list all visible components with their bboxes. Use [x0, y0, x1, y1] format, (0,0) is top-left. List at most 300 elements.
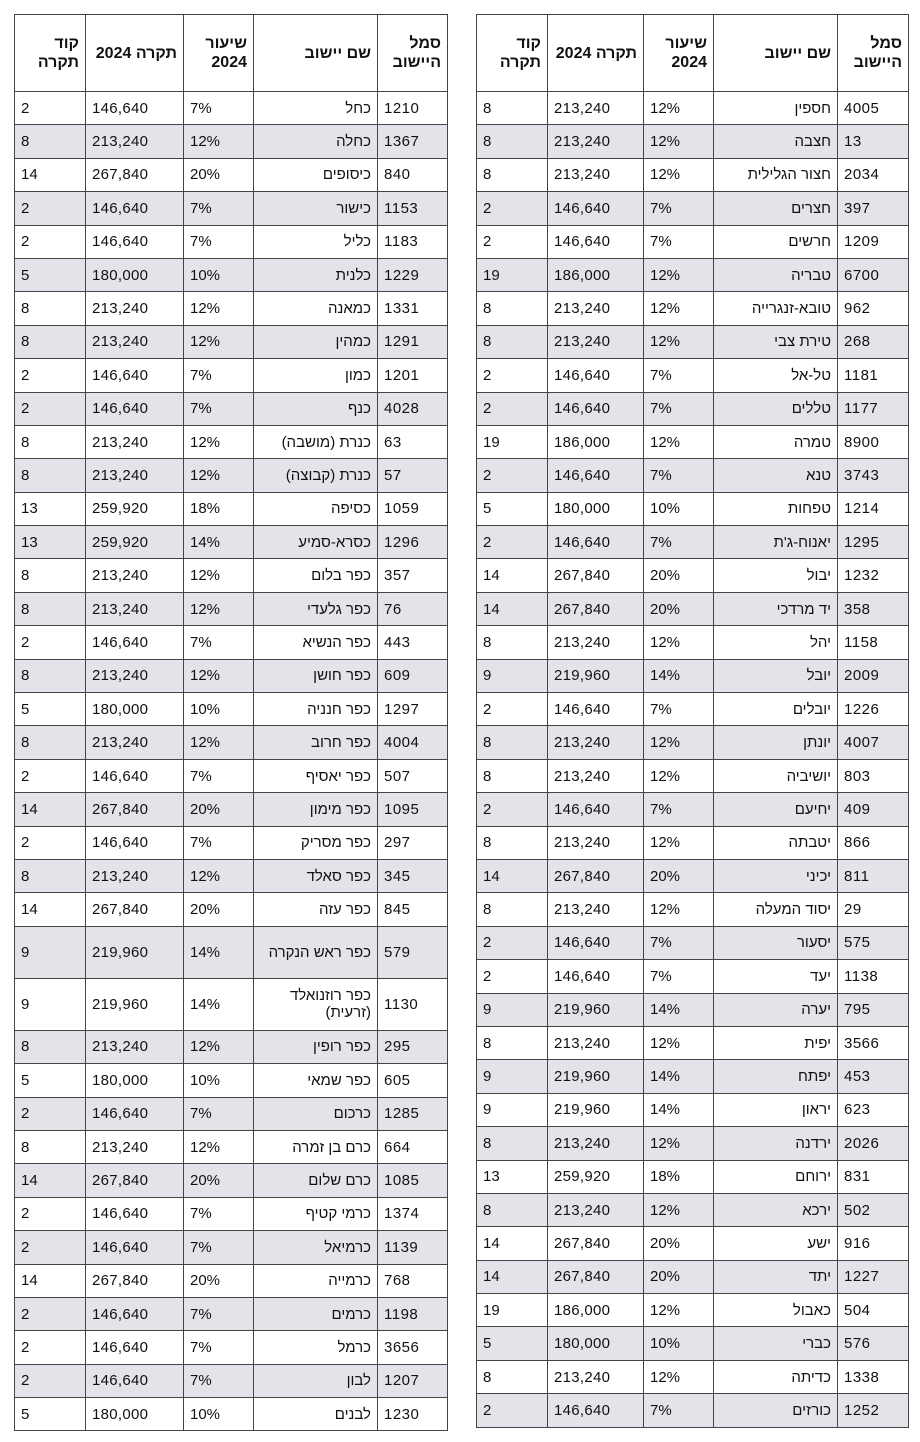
cell-symbol: 2034: [838, 158, 909, 191]
cell-rate: 7%: [184, 1197, 254, 1230]
cell-settlement-name: חרשים: [714, 225, 838, 258]
cell-cap: 146,640: [86, 826, 184, 859]
table-row: [15, 1398, 448, 1431]
cell-code: 8: [477, 92, 548, 125]
cell-rate: 12%: [644, 1360, 714, 1393]
cell-symbol: 1291: [378, 325, 448, 358]
cell-rate: 12%: [184, 659, 254, 692]
table-row: [15, 292, 448, 325]
table-header-row: [15, 15, 448, 92]
cell-rate: 7%: [644, 225, 714, 258]
table-row: [15, 325, 448, 358]
table-row: [477, 292, 909, 325]
cell-settlement-name: כפר הנשיא: [254, 626, 378, 659]
cell-settlement-name: טמרה: [714, 425, 838, 458]
cell-rate: 7%: [184, 225, 254, 258]
table-row: [15, 893, 448, 926]
cell-cap: 146,640: [86, 1297, 184, 1330]
cell-rate: 7%: [184, 1097, 254, 1130]
cell-settlement-name: כישור: [254, 192, 378, 225]
cell-settlement-name: ירדנה: [714, 1127, 838, 1160]
cell-cap: 213,240: [548, 158, 644, 191]
cell-symbol: 1158: [838, 626, 909, 659]
table-row: [15, 359, 448, 392]
cell-cap: 146,640: [548, 526, 644, 559]
table-row: [15, 1164, 448, 1197]
settlements-table-left: [14, 14, 448, 1431]
table-row: [15, 626, 448, 659]
cell-cap: 146,640: [548, 793, 644, 826]
cell-cap: 146,640: [86, 92, 184, 125]
cell-rate: 7%: [644, 793, 714, 826]
cell-code: 13: [477, 1160, 548, 1193]
cell-symbol: 4007: [838, 726, 909, 759]
cell-settlement-name: כנף: [254, 392, 378, 425]
cell-cap: 146,640: [86, 759, 184, 792]
table-row: [15, 125, 448, 158]
cell-rate: 12%: [644, 425, 714, 458]
cell-symbol: 1297: [378, 693, 448, 726]
cell-code: 2: [15, 192, 86, 225]
table-row: [477, 559, 909, 592]
table-row: [477, 826, 909, 859]
table-row: [477, 1394, 909, 1427]
cell-settlement-name: כסיפה: [254, 492, 378, 525]
cell-symbol: 605: [378, 1064, 448, 1097]
cell-code: 8: [477, 893, 548, 926]
table-row: [15, 492, 448, 525]
cell-symbol: 1183: [378, 225, 448, 258]
table-row: [15, 1030, 448, 1063]
cell-cap: 146,640: [86, 1231, 184, 1264]
cell-cap: 213,240: [548, 1026, 644, 1059]
cell-code: 9: [15, 978, 86, 1030]
cell-cap: 146,640: [548, 392, 644, 425]
table-row: [15, 1130, 448, 1163]
cell-symbol: 1295: [838, 526, 909, 559]
cell-rate: 7%: [184, 359, 254, 392]
cell-settlement-name: יהל: [714, 626, 838, 659]
table-row: [15, 1064, 448, 1097]
cell-code: 8: [15, 125, 86, 158]
cell-settlement-name: כיסופים: [254, 158, 378, 191]
cell-cap: 146,640: [548, 192, 644, 225]
cell-code: 2: [477, 526, 548, 559]
cell-settlement-name: יסעור: [714, 926, 838, 959]
cell-settlement-name: כסרא-סמיע: [254, 526, 378, 559]
cell-settlement-name: יערה: [714, 993, 838, 1026]
cell-settlement-name: ישע: [714, 1227, 838, 1260]
cell-cap: 259,920: [86, 492, 184, 525]
cell-cap: 180,000: [86, 1398, 184, 1431]
cell-rate: 10%: [644, 1327, 714, 1360]
cell-symbol: 502: [838, 1193, 909, 1226]
cell-rate: 7%: [184, 192, 254, 225]
cell-cap: 213,240: [548, 1127, 644, 1160]
cell-code: 2: [15, 626, 86, 659]
table-row: [15, 1097, 448, 1130]
cell-rate: 14%: [184, 926, 254, 978]
cell-settlement-name: כפר רוזנואלד (זרעית): [254, 978, 378, 1030]
cell-settlement-name: כרם בן זמרה: [254, 1130, 378, 1163]
cell-settlement-name: טפחות: [714, 492, 838, 525]
table-row: [15, 1331, 448, 1364]
cell-rate: 12%: [644, 759, 714, 792]
cell-symbol: 609: [378, 659, 448, 692]
cell-symbol: 3566: [838, 1026, 909, 1059]
table-row: [15, 859, 448, 892]
cell-settlement-name: כאבול: [714, 1294, 838, 1327]
cell-symbol: 795: [838, 993, 909, 1026]
cell-rate: 12%: [184, 1030, 254, 1063]
cell-cap: 267,840: [548, 1227, 644, 1260]
cell-code: 8: [15, 325, 86, 358]
cell-rate: 7%: [184, 1297, 254, 1330]
cell-settlement-name: כפר גלעדי: [254, 592, 378, 625]
cell-rate: 7%: [644, 1394, 714, 1427]
cell-rate: 12%: [184, 559, 254, 592]
header-rate: שיעור 2024: [184, 15, 254, 92]
cell-cap: 213,240: [548, 92, 644, 125]
cell-code: 19: [477, 425, 548, 458]
cell-rate: 10%: [184, 693, 254, 726]
cell-code: 14: [477, 559, 548, 592]
cell-settlement-name: כרמיאל: [254, 1231, 378, 1264]
cell-cap: 259,920: [86, 526, 184, 559]
cell-settlement-name: כרמים: [254, 1297, 378, 1330]
table-row: [477, 192, 909, 225]
cell-cap: 146,640: [548, 1394, 644, 1427]
cell-rate: 12%: [644, 258, 714, 291]
table-row: [477, 125, 909, 158]
cell-cap: 213,240: [548, 726, 644, 759]
cell-symbol: 1059: [378, 492, 448, 525]
cell-cap: 213,240: [548, 292, 644, 325]
cell-cap: 180,000: [548, 492, 644, 525]
cell-symbol: 1181: [838, 359, 909, 392]
cell-cap: 213,240: [548, 626, 644, 659]
cell-settlement-name: יעד: [714, 960, 838, 993]
table-row: [477, 859, 909, 892]
cell-rate: 10%: [184, 1398, 254, 1431]
cell-symbol: 297: [378, 826, 448, 859]
cell-settlement-name: כרמי קטיף: [254, 1197, 378, 1230]
cell-settlement-name: יסוד המעלה: [714, 893, 838, 926]
table-row: [477, 325, 909, 358]
table-row: [477, 359, 909, 392]
cell-cap: 213,240: [548, 759, 644, 792]
table-row: [15, 1231, 448, 1264]
cell-settlement-name: כמהין: [254, 325, 378, 358]
table-row: [477, 759, 909, 792]
table-row: [15, 926, 448, 978]
cell-settlement-name: כרכום: [254, 1097, 378, 1130]
cell-code: 14: [15, 1264, 86, 1297]
cell-code: 8: [477, 726, 548, 759]
cell-symbol: 866: [838, 826, 909, 859]
cell-rate: 20%: [644, 859, 714, 892]
cell-settlement-name: כחלה: [254, 125, 378, 158]
cell-symbol: 768: [378, 1264, 448, 1297]
table-row: [477, 459, 909, 492]
cell-settlement-name: ירוחם: [714, 1160, 838, 1193]
cell-code: 2: [477, 960, 548, 993]
cell-code: 14: [15, 158, 86, 191]
cell-cap: 186,000: [548, 258, 644, 291]
cell-rate: 7%: [184, 392, 254, 425]
table-row: [15, 693, 448, 726]
cell-settlement-name: כפר בלום: [254, 559, 378, 592]
cell-rate: 12%: [184, 425, 254, 458]
cell-settlement-name: כנרת (קבוצה): [254, 459, 378, 492]
cell-symbol: 575: [838, 926, 909, 959]
cell-symbol: 623: [838, 1093, 909, 1126]
cell-cap: 213,240: [86, 125, 184, 158]
cell-symbol: 1285: [378, 1097, 448, 1130]
cell-cap: 213,240: [548, 1193, 644, 1226]
table-row: [477, 1294, 909, 1327]
cell-code: 19: [477, 258, 548, 291]
cell-code: 2: [15, 1331, 86, 1364]
table-row: [15, 793, 448, 826]
cell-settlement-name: יובלים: [714, 693, 838, 726]
cell-cap: 146,640: [86, 1097, 184, 1130]
cell-symbol: 1226: [838, 693, 909, 726]
cell-settlement-name: כדיתה: [714, 1360, 838, 1393]
cell-cap: 146,640: [86, 225, 184, 258]
table-row: [477, 1160, 909, 1193]
cell-settlement-name: כברי: [714, 1327, 838, 1360]
cell-settlement-name: חצבה: [714, 125, 838, 158]
cell-settlement-name: כרמל: [254, 1331, 378, 1364]
cell-settlement-name: חצרים: [714, 192, 838, 225]
cell-cap: 267,840: [548, 859, 644, 892]
cell-code: 8: [477, 125, 548, 158]
cell-rate: 12%: [644, 92, 714, 125]
cell-settlement-name: כרמייה: [254, 1264, 378, 1297]
cell-cap: 213,240: [548, 125, 644, 158]
cell-symbol: 1296: [378, 526, 448, 559]
table-row: [477, 793, 909, 826]
cell-code: 8: [15, 459, 86, 492]
cell-settlement-name: טנא: [714, 459, 838, 492]
cell-rate: 7%: [184, 1364, 254, 1397]
cell-settlement-name: כלנית: [254, 258, 378, 291]
cell-cap: 219,960: [548, 993, 644, 1026]
cell-settlement-name: יפתח: [714, 1060, 838, 1093]
cell-code: 2: [477, 1394, 548, 1427]
cell-code: 8: [477, 1127, 548, 1160]
cell-cap: 146,640: [86, 359, 184, 392]
cell-cap: 219,960: [86, 978, 184, 1030]
cell-rate: 20%: [184, 893, 254, 926]
cell-rate: 20%: [644, 592, 714, 625]
cell-symbol: 2026: [838, 1127, 909, 1160]
cell-cap: 213,240: [86, 292, 184, 325]
cell-symbol: 6700: [838, 258, 909, 291]
cell-rate: 10%: [184, 1064, 254, 1097]
cell-rate: 12%: [644, 158, 714, 191]
cell-rate: 12%: [184, 125, 254, 158]
table-row: [477, 960, 909, 993]
cell-settlement-name: טבריה: [714, 258, 838, 291]
cell-settlement-name: כרם שלום: [254, 1164, 378, 1197]
cell-cap: 146,640: [86, 1331, 184, 1364]
cell-symbol: 1198: [378, 1297, 448, 1330]
table-row: [477, 893, 909, 926]
cell-symbol: 443: [378, 626, 448, 659]
table-row: [15, 225, 448, 258]
cell-cap: 213,240: [86, 425, 184, 458]
cell-symbol: 295: [378, 1030, 448, 1063]
cell-rate: 14%: [644, 659, 714, 692]
cell-symbol: 962: [838, 292, 909, 325]
cell-code: 8: [15, 592, 86, 625]
cell-symbol: 916: [838, 1227, 909, 1260]
cell-settlement-name: יאנוח-ג'ת: [714, 526, 838, 559]
cell-cap: 213,240: [86, 1030, 184, 1063]
cell-settlement-name: יושיביה: [714, 759, 838, 792]
header-cap: תקרה 2024: [548, 15, 644, 92]
cell-cap: 146,640: [86, 626, 184, 659]
cell-rate: 10%: [184, 258, 254, 291]
header-cap: תקרה 2024: [86, 15, 184, 92]
cell-symbol: 811: [838, 859, 909, 892]
cell-code: 14: [15, 1164, 86, 1197]
table-row: [15, 659, 448, 692]
cell-rate: 12%: [644, 626, 714, 659]
cell-code: 9: [477, 659, 548, 692]
table-row: [477, 1327, 909, 1360]
header-name: שם יישוב: [254, 15, 378, 92]
table-row: [15, 592, 448, 625]
cell-cap: 146,640: [548, 225, 644, 258]
table-row: [15, 978, 448, 1030]
cell-cap: 213,240: [86, 459, 184, 492]
table-row: [477, 1193, 909, 1226]
table-row: [15, 1197, 448, 1230]
cell-code: 8: [477, 1360, 548, 1393]
table-row: [15, 759, 448, 792]
cell-cap: 267,840: [86, 893, 184, 926]
table-row: [15, 726, 448, 759]
table-row: [15, 559, 448, 592]
cell-settlement-name: ירכא: [714, 1193, 838, 1226]
header-code: קוד תקרה: [15, 15, 86, 92]
cell-rate: 20%: [184, 1164, 254, 1197]
cell-cap: 213,240: [86, 859, 184, 892]
cell-symbol: 29: [838, 893, 909, 926]
cell-rate: 12%: [184, 325, 254, 358]
cell-symbol: 4004: [378, 726, 448, 759]
cell-cap: 213,240: [86, 592, 184, 625]
cell-code: 2: [15, 1197, 86, 1230]
cell-symbol: 504: [838, 1294, 909, 1327]
cell-cap: 213,240: [548, 1360, 644, 1393]
cell-cap: 213,240: [86, 559, 184, 592]
table-row: [477, 425, 909, 458]
cell-code: 5: [15, 693, 86, 726]
table-row: [15, 392, 448, 425]
cell-settlement-name: יד מרדכי: [714, 592, 838, 625]
cell-symbol: 1139: [378, 1231, 448, 1264]
table-row: [477, 492, 909, 525]
table-row: [477, 726, 909, 759]
cell-rate: 7%: [644, 693, 714, 726]
cell-rate: 14%: [644, 1093, 714, 1126]
cell-code: 9: [477, 1060, 548, 1093]
cell-settlement-name: יתד: [714, 1260, 838, 1293]
cell-cap: 180,000: [86, 1064, 184, 1097]
cell-rate: 20%: [644, 1227, 714, 1260]
cell-rate: 12%: [184, 292, 254, 325]
cell-code: 8: [477, 292, 548, 325]
cell-cap: 267,840: [86, 158, 184, 191]
cell-code: 2: [15, 1364, 86, 1397]
cell-symbol: 1207: [378, 1364, 448, 1397]
cell-cap: 180,000: [86, 258, 184, 291]
cell-code: 2: [477, 225, 548, 258]
table-row: [477, 592, 909, 625]
table-row: [477, 926, 909, 959]
cell-code: 9: [15, 926, 86, 978]
cell-code: 8: [15, 1030, 86, 1063]
cell-rate: 14%: [644, 993, 714, 1026]
table-row: [15, 1297, 448, 1330]
cell-code: 8: [15, 859, 86, 892]
cell-rate: 7%: [184, 759, 254, 792]
cell-symbol: 2009: [838, 659, 909, 692]
table-row: [477, 1227, 909, 1260]
cell-code: 8: [15, 659, 86, 692]
cell-rate: 14%: [184, 526, 254, 559]
cell-symbol: 453: [838, 1060, 909, 1093]
cell-symbol: 1085: [378, 1164, 448, 1197]
cell-symbol: 397: [838, 192, 909, 225]
cell-settlement-name: כפר שמאי: [254, 1064, 378, 1097]
cell-rate: 12%: [644, 1294, 714, 1327]
cell-code: 8: [15, 1130, 86, 1163]
cell-code: 8: [477, 158, 548, 191]
cell-cap: 267,840: [86, 1264, 184, 1297]
header-code: קוד תקרה: [477, 15, 548, 92]
cell-symbol: 358: [838, 592, 909, 625]
table-row: [477, 1360, 909, 1393]
cell-rate: 12%: [184, 859, 254, 892]
cell-cap: 186,000: [548, 425, 644, 458]
cell-code: 2: [477, 459, 548, 492]
cell-cap: 267,840: [86, 793, 184, 826]
cell-symbol: 507: [378, 759, 448, 792]
cell-settlement-name: יפית: [714, 1026, 838, 1059]
settlements-table-right: [476, 14, 909, 1428]
cell-rate: 12%: [644, 292, 714, 325]
table-row: [15, 1264, 448, 1297]
cell-settlement-name: כפר מסריק: [254, 826, 378, 859]
cell-rate: 12%: [644, 826, 714, 859]
cell-rate: 12%: [644, 1193, 714, 1226]
cell-rate: 7%: [644, 359, 714, 392]
cell-settlement-name: כפר סאלד: [254, 859, 378, 892]
cell-settlement-name: כורזים: [714, 1394, 838, 1427]
cell-rate: 7%: [644, 960, 714, 993]
cell-cap: 219,960: [548, 659, 644, 692]
cell-symbol: 57: [378, 459, 448, 492]
cell-code: 8: [15, 292, 86, 325]
header-symbol: סמל היישוב: [378, 15, 448, 92]
cell-symbol: 576: [838, 1327, 909, 1360]
cell-rate: 12%: [644, 1127, 714, 1160]
